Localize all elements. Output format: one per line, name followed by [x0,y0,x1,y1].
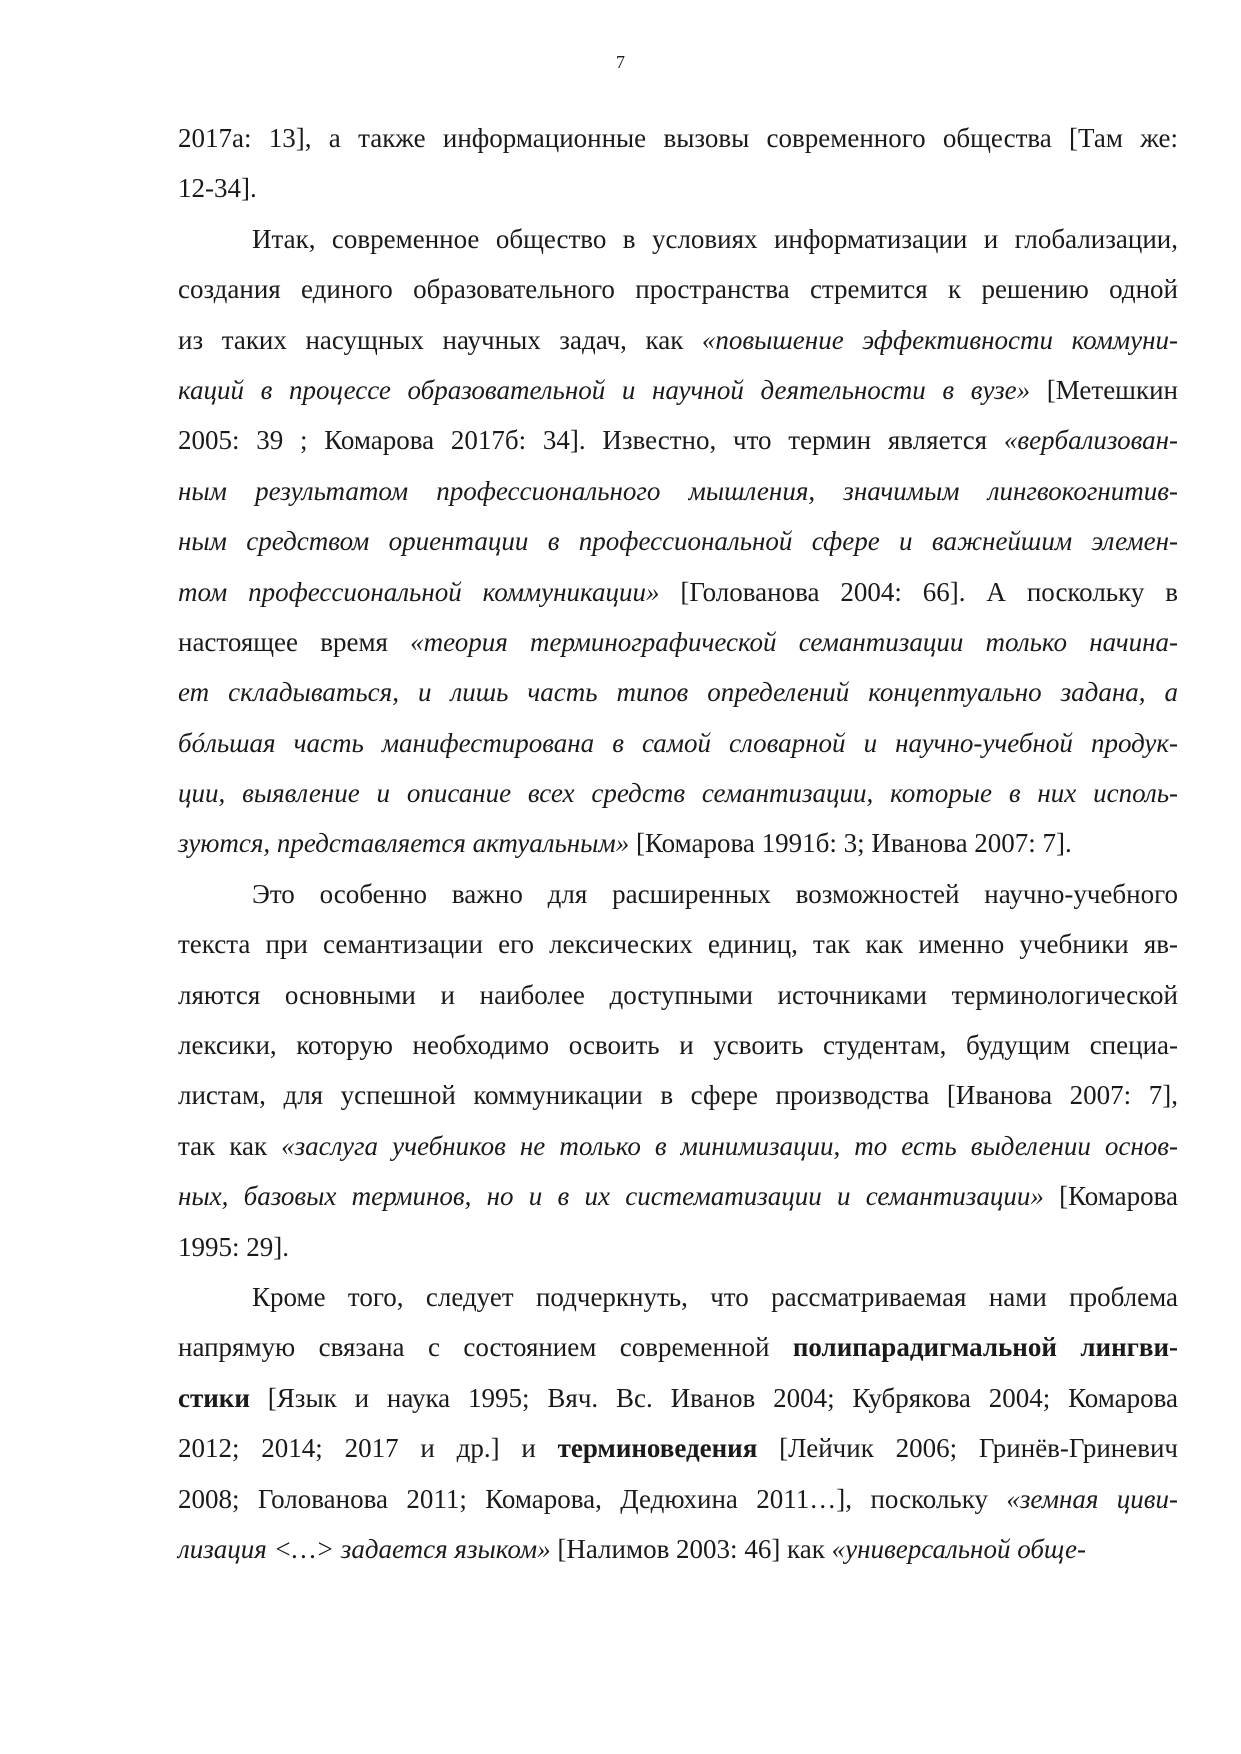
text-line [178,214,1178,264]
text-segment: [Язык и наука 1995; Вяч. Вс. Иванов 2004; Кубрякова 2004; Комарова [249,1382,1178,1413]
text-line [178,1272,1178,1322]
italic-quote: «вербализован- [1003,425,1178,456]
text-segment: [Налимов 2003: 46] как [550,1533,832,1564]
text-segment: лексики, которую необходимо освоить и усвоить студентам, будущим специа- [178,1030,1178,1061]
text-line [178,768,1178,818]
text-segment: 12-34]. [178,173,257,204]
text-segment: настоящее время [178,626,411,657]
text-segment: Кроме того, следует подчеркнуть, что рассматриваемая нами проблема [252,1281,1178,1312]
text-line [178,365,1178,415]
text-line [178,315,1178,365]
text-line [178,163,1178,213]
text-segment: 2005: 39 ; Комарова 2017б: 34]. Известно, что термин является [178,425,1004,456]
text-segment: создания единого образовательного пространства стремится к решению одной [178,274,1178,305]
paragraph [178,1272,1178,1574]
italic-quote: «универсальной обще- [831,1533,1086,1564]
text-segment: 2008; Голованова 2011; Комарова, Дедюхина 2011…], поскольку [178,1483,1007,1514]
text-segment: так как [178,1130,282,1161]
text-line [178,1222,1178,1272]
text-line [178,466,1178,516]
text-line [178,415,1178,465]
text-line [178,113,1178,163]
text-line [178,1373,1178,1423]
text-line [178,1070,1178,1120]
text-segment: из таких насущных научных задач, как [178,324,702,355]
text-segment: 2012; 2014; 2017 и др.] и [178,1433,558,1464]
italic-quote: ным средством ориентации в профессиональной сфере и важнейшим элемен- [178,526,1178,557]
text-line [178,617,1178,667]
text-segment: текста при семантизации его лексических единиц, так как именно учебники яв- [178,929,1178,960]
text-segment: Это особенно важно для расширенных возможностей научно-учебного [252,878,1178,909]
italic-quote: ных, базовых терминов, но и в их систематизации и семантизации» [178,1181,1044,1212]
text-line [178,970,1178,1020]
italic-quote: том профессиональной коммуникации» [178,576,660,607]
text-line [178,1020,1178,1070]
text-segment: ляются основными и наиболее доступными источниками терминологической [178,979,1178,1010]
italic-quote: лизация <…> задается языком» [178,1533,551,1564]
text-segment: напрямую связана с состоянием современной [178,1332,793,1363]
italic-quote: бóльшая часть манифестирована в самой словарной и научно-учебной продук- [178,727,1178,758]
paragraph [178,869,1178,1272]
italic-quote: «повышение эффективности коммуни- [701,324,1178,355]
document-body [178,113,1178,1574]
text-segment: [Голованова 2004: 66]. А поскольку в [659,576,1178,607]
bold-term: полипарадигмальной лингви- [792,1332,1179,1363]
text-line [178,1322,1178,1372]
page-number: 7 [616,52,625,72]
text-line [178,567,1178,617]
text-segment: [Лейчик 2006; Гринёв-Гриневич [757,1433,1178,1464]
text-segment: [Метешкин [1030,374,1178,405]
italic-quote: «земная циви- [1006,1483,1179,1514]
italic-quote: «заслуга учебников не только в минимизации, то есть выделении основ- [281,1130,1178,1161]
italic-quote: ции, выявление и описание всех средств семантизации, которые в них исполь- [178,778,1178,809]
text-line [178,718,1178,768]
text-line [178,516,1178,566]
paragraph [178,214,1178,869]
italic-quote: каций в процессе образовательной и научной деятельности в вузе» [178,374,1031,405]
paragraph [178,113,1178,214]
text-segment: Итак, современное общество в условиях информатизации и глобализации, [252,223,1178,254]
text-line [178,264,1178,314]
text-line [178,1423,1178,1473]
italic-quote: зуются, представляется актуальным» [178,828,630,859]
text-line [178,869,1178,919]
text-line [178,818,1178,868]
text-line [178,1171,1178,1221]
text-line [178,667,1178,717]
text-line [178,1524,1178,1574]
text-line [178,1474,1178,1524]
text-line [178,919,1178,969]
italic-quote: «теория терминографической семантизации только начина- [410,626,1178,657]
italic-quote: ет складываться, и лишь часть типов определений концептуально задана, а [178,677,1178,708]
text-segment: листам, для успешной коммуникации в сфере производства [Иванова 2007: 7], [178,1080,1178,1111]
italic-quote: ным результатом профессионального мышления, значимым лингвокогнитив- [178,475,1178,506]
text-segment: 1995: 29]. [178,1231,289,1262]
text-segment: 2017а: 13], а также информационные вызовы современного общества [Там же: [178,123,1178,153]
bold-term: стики [178,1382,250,1413]
bold-term: терминоведения [557,1433,758,1464]
text-line [178,1121,1178,1171]
text-segment: [Комарова 1991б: 3; Иванова 2007: 7]. [629,828,1072,859]
text-segment: [Комарова [1043,1181,1178,1212]
